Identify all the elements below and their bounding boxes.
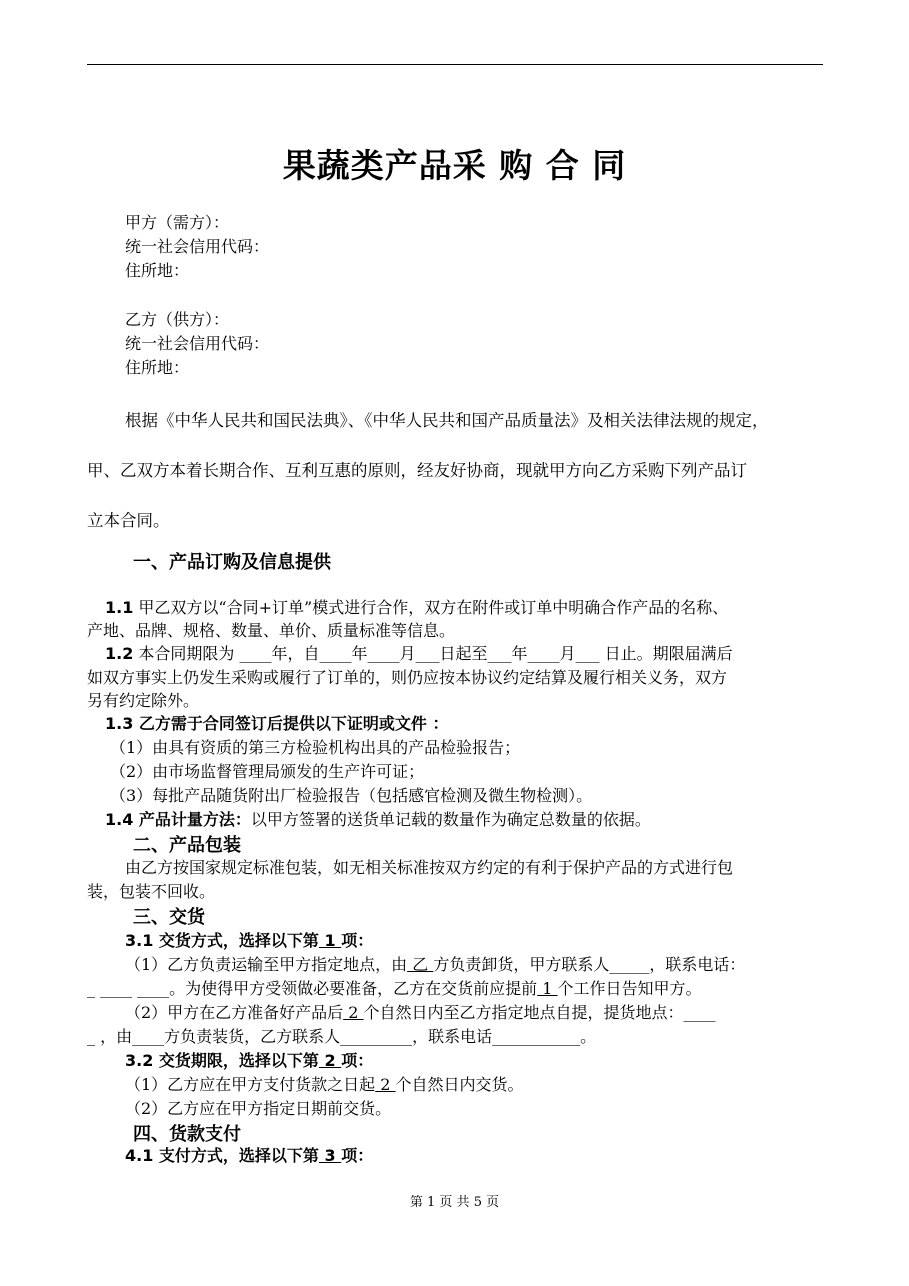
- clause-text: 甲乙双方以“合同+订单”模式进行合作，双方在附件或订单中明确合作产品的名称、: [133, 598, 729, 617]
- clause-1-2-line: 如双方事实上仍发生采购或履行了订单的，则仍应按本协议约定结算及履行相关义务，双方: [87, 668, 728, 687]
- clause-3-2-option: （1）乙方应在甲方支付货款之日起 2 个自然日内交货。: [125, 1075, 524, 1094]
- clause-3-1-option: _ ____ ____。为使得甲方受领做必要准备，乙方在交货前应提前 1 个工作日告知甲方。: [87, 979, 702, 998]
- clause-3-1-option: _ ，由____方负责装货，乙方联系人_________，联系电话___________。: [87, 1027, 597, 1046]
- clause-number: 1.2: [105, 644, 134, 663]
- clause-1-2-line: [105, 643, 733, 665]
- filled-blank: 2: [375, 1075, 396, 1094]
- clause-3-2-option: （2）乙方应在甲方指定日期前交货。: [125, 1099, 392, 1118]
- party-b-address: 住所地：: [125, 358, 190, 377]
- clause-1-3-item: （2）由市场监督管理局颁发的生产许可证；: [110, 762, 425, 781]
- clause-3-1-option: （1）乙方负责运输至甲方指定地点，由 乙 方负责卸货，甲方联系人_____，联系电话：: [125, 955, 746, 974]
- party-a-label: 甲方（需方）：: [125, 213, 230, 232]
- clause-4-1-heading: 4.1 支付方式，选择以下第 3 项：: [125, 1146, 374, 1165]
- header-rule: [87, 64, 823, 65]
- document-title: 果蔬类产品采 购 合 同: [282, 146, 627, 185]
- party-a-address: 住所地：: [125, 261, 190, 280]
- clause-1-4-line: [105, 809, 651, 831]
- selected-option: 1: [318, 931, 342, 950]
- section-3-heading: 三、交货: [133, 907, 205, 928]
- party-b-label: 乙方（供方）：: [125, 310, 230, 329]
- section-1-heading: 一、产品订购及信息提供: [133, 552, 331, 573]
- clause-3-2-heading: 3.2 交货期限，选择以下第 2 项：: [125, 1051, 374, 1070]
- party-b-credit-code: 统一社会信用代码：: [125, 334, 270, 353]
- clause-3-1-heading: 3.1 交货方式，选择以下第 1 项：: [125, 931, 374, 950]
- clause-text: 本合同期限为 ____年，自____年____月___日起至___年____月___ 日止。期限届满后: [133, 644, 733, 663]
- section-2-text: 由乙方按国家规定标准包装，如无相关标准按双方约定的有利于保护产品的方式进行包: [125, 858, 734, 877]
- clause-1-4-heading: 1.4 产品计量方法：: [105, 810, 251, 829]
- page-footer: 第 1 页 共 5 页: [409, 1195, 500, 1210]
- clause-3-1-option: （2）甲方在乙方准备好产品后 2 个自然日内至乙方指定地点自提，提货地点：____: [125, 1003, 716, 1022]
- section-2-heading: 二、产品包装: [133, 835, 241, 856]
- filled-blank: 2: [343, 1003, 364, 1022]
- filled-blank: 1: [537, 979, 558, 998]
- clause-1-3-item: （3）每批产品随货附出厂检验报告（包括感官检测及微生物检测）。: [110, 786, 593, 805]
- party-a-credit-code: 统一社会信用代码：: [125, 237, 270, 256]
- preamble-line: 立本合同。: [87, 511, 170, 530]
- clause-1-3-item: （1）由具有资质的第三方检验机构出具的产品检验报告；: [110, 738, 521, 757]
- clause-number: 1.1: [105, 598, 134, 617]
- filled-blank: 乙: [407, 955, 434, 974]
- section-2-text: 装，包装不回收。: [87, 882, 216, 901]
- clause-1-1-line: 产地、品牌、规格、数量、单价、质量标准等信息。: [87, 621, 456, 640]
- selected-option: 2: [318, 1051, 342, 1070]
- clause-text: 以甲方签署的送货单记载的数量作为确定总数量的依据。: [250, 810, 651, 829]
- clause-1-2-line: 另有约定除外。: [87, 691, 200, 710]
- preamble-line: 根据《中华人民共和国民法典》、《中华人民共和国产品质量法》及相关法律法规的规定，: [125, 411, 769, 430]
- clause-1-1-line: [105, 597, 728, 619]
- selected-option: 3: [318, 1146, 342, 1165]
- clause-1-3-heading: 1.3 乙方需于合同签订后提供以下证明或文件 ：: [105, 714, 449, 733]
- section-4-heading: 四、货款支付: [133, 1124, 241, 1145]
- preamble-line: 甲、乙双方本着长期合作、互利互惠的原则，经友好协商，现就甲方向乙方采购下列产品订: [87, 461, 747, 480]
